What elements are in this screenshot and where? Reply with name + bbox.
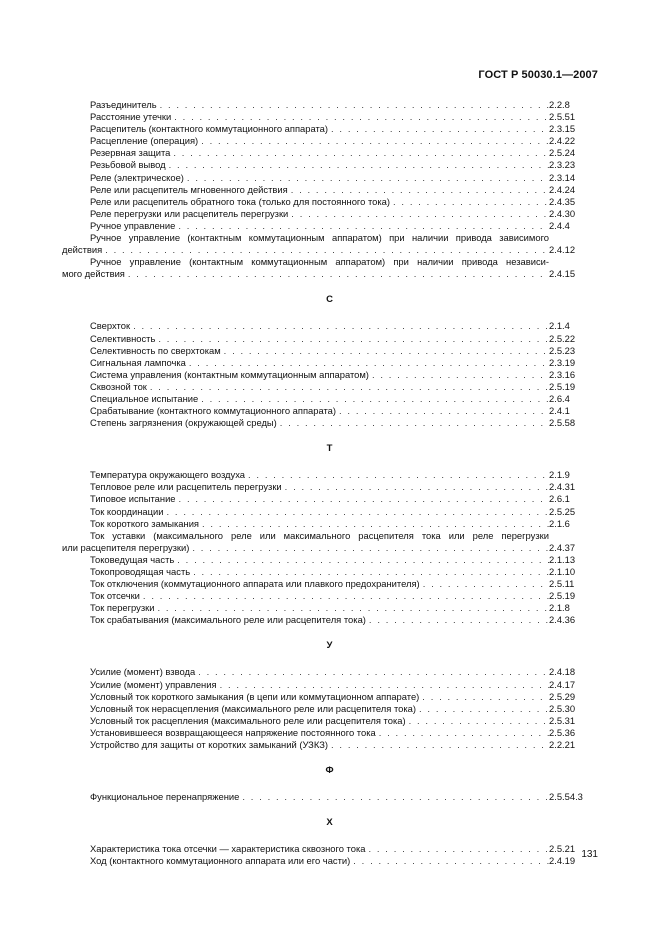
index-entry-line (62, 679, 597, 691)
index-entry (62, 220, 597, 232)
index-entry (62, 135, 597, 147)
index-entry (62, 530, 597, 554)
index-entry (62, 345, 597, 357)
index-term: Ток отключения (коммутационного аппарата или плавкого предохранителя) (90, 578, 420, 590)
clause-reference: 2.2.8 (549, 99, 570, 110)
index-entry (62, 566, 597, 578)
clause-reference: 2.4.12 (549, 244, 576, 256)
dot-leader (328, 123, 549, 135)
dot-leader (282, 481, 549, 493)
dot-leader (416, 703, 549, 715)
index-entry (62, 405, 597, 417)
index-term: Усилие (момент) взвода (90, 666, 196, 678)
index-entry (62, 602, 597, 614)
index-term: Расстояние утечки (90, 111, 172, 123)
section-letter: С (326, 294, 333, 306)
dot-leader (195, 666, 549, 678)
clause-reference: 2.5.36 (549, 726, 576, 738)
index-term-continuation (62, 542, 597, 554)
clause-reference: 2.4.37 (549, 541, 576, 553)
index-entry (62, 493, 597, 505)
index-entry-line (62, 602, 597, 614)
clause-reference: 2.4.30 (549, 207, 576, 219)
page-number: 131 (581, 849, 598, 860)
index-entry (62, 369, 597, 381)
dot-leader (164, 506, 550, 518)
index-entry-line (62, 578, 597, 590)
index-term-line: Ручное управление (контактным коммутационным аппаратом) при наличии привода зависимого (90, 232, 549, 244)
index-entry (62, 666, 597, 678)
index-entry (62, 614, 597, 626)
dot-leader (199, 518, 549, 530)
clause-reference: 2.5.24 (549, 147, 576, 159)
index-term: Резьбовой вывод (90, 159, 166, 171)
dot-leader (369, 369, 549, 381)
dot-leader (176, 493, 549, 505)
dot-leader (221, 345, 549, 357)
index-term: Срабатывание (контактного коммутационного аппарата) (90, 405, 337, 417)
index-entry-line (62, 843, 597, 855)
clause-reference: 2.5.30 (549, 702, 576, 714)
dot-leader (157, 99, 549, 111)
index-term: Сверхток (90, 320, 131, 332)
clause-reference: 2.4.31 (549, 481, 576, 493)
index-entry (62, 727, 597, 739)
clause-reference: 2.5.25 (549, 505, 576, 517)
index-entry-line (62, 791, 597, 803)
clause-reference: 2.1.8 (549, 602, 570, 614)
index-entry-line (62, 320, 597, 332)
index-section (62, 666, 597, 751)
index-term: Резервная защита (90, 147, 171, 159)
clause-reference: 2.3.23 (549, 159, 576, 171)
index-entry (62, 691, 597, 703)
index-entry-line (62, 554, 597, 566)
index-entry-line (62, 357, 597, 369)
index-entry-line (62, 666, 597, 678)
dot-leader (239, 791, 549, 803)
section-letter: Т (326, 443, 333, 455)
index-entry-line (62, 196, 597, 208)
index-entry (62, 679, 597, 691)
index-term: Ток перегрузки (90, 602, 155, 614)
index-term: Расцепление (операция) (90, 135, 199, 147)
clause-reference: 2.5.31 (549, 714, 576, 726)
clause-reference: 2.4.19 (549, 855, 576, 867)
index-entry-line (62, 703, 597, 715)
dot-leader (365, 843, 549, 855)
dot-leader (171, 111, 549, 123)
index-entry-line (62, 111, 597, 123)
index-entry (62, 578, 597, 590)
index-term: мого действия (62, 268, 125, 280)
index-entry-line (62, 590, 597, 602)
clause-reference: 2.5.19 (549, 590, 576, 602)
index-entry-line (62, 172, 597, 184)
clause-reference: 2.1.13 (549, 553, 576, 565)
index-entry-line (62, 220, 597, 232)
index-term: Специальное испытание (90, 392, 199, 404)
dot-leader (147, 381, 549, 393)
dot-leader (154, 602, 549, 614)
index-term: Характеристика тока отсечки — характеристика сквозного тока (90, 843, 366, 855)
index-term-line: Ток уставки (максимального реле или максимального расцепителя тока или реле перегрузки (90, 529, 549, 541)
index-entry-line (62, 345, 597, 357)
clause-reference: 2.3.15 (549, 123, 576, 135)
index-entry-line (62, 135, 597, 147)
index-term: Селективность по сверхтокам (90, 344, 221, 356)
index-entry (62, 417, 597, 429)
clause-reference: 2.1.6 (549, 517, 570, 529)
index-entry-line (62, 481, 597, 493)
index-entry-line (62, 184, 597, 196)
dot-leader (130, 320, 549, 332)
index-entry (62, 791, 597, 803)
index-entry (62, 196, 597, 208)
index-entry (62, 506, 597, 518)
index-entry (62, 703, 597, 715)
index-entry-line (62, 405, 597, 417)
index-term: Температура окружающего воздуха (90, 469, 246, 481)
clause-reference: 2.4.17 (549, 678, 576, 690)
dot-leader (336, 405, 549, 417)
index-term: Токопроводящая часть (90, 566, 191, 577)
index-term: Селективность (90, 332, 156, 344)
clause-reference: 2.4.4 (549, 219, 570, 231)
clause-reference: 2.5.21 (549, 843, 576, 855)
clause-reference: 2.3.16 (549, 368, 576, 380)
clause-reference: 2.3.14 (549, 171, 576, 183)
index-entry (62, 99, 597, 111)
index-entry-line (62, 393, 597, 405)
clause-reference: 2.5.58 (549, 417, 576, 429)
index-term: Сигнальная лампочка (90, 356, 186, 368)
index-term: Реле (электрическое) (90, 171, 184, 183)
index-term: Степень загрязнения (окружающей среды) (90, 417, 277, 429)
index-term: Реле перегрузки или расцепитель перегрузки (90, 207, 289, 219)
section-letter: Х (326, 817, 333, 829)
index-entry (62, 590, 597, 602)
index-entry (62, 357, 597, 369)
index-entry (62, 554, 597, 566)
index-entry-line (62, 333, 597, 345)
index-term: Установившееся возвращающееся напряжение постоянного тока (90, 726, 376, 738)
index-term: Усилие (момент) управления (90, 678, 217, 690)
dot-leader (288, 208, 549, 220)
index-term-continuation (62, 244, 597, 256)
index-term: Разъединитель (90, 99, 157, 110)
index-term: Ток короткого замыкания (90, 517, 200, 529)
index-entry-line (62, 381, 597, 393)
index-entry-line (62, 506, 597, 518)
clause-reference: 2.5.29 (549, 690, 576, 702)
index-term: Функциональное перенапряжение (90, 791, 240, 803)
index-section (62, 469, 597, 626)
dot-leader (288, 184, 549, 196)
clause-reference: 2.6.1 (549, 493, 570, 505)
index-entry-line (62, 855, 597, 867)
index-term: Тепловое реле или расцепитель перегрузки (90, 481, 282, 493)
clause-reference: 2.4.1 (549, 405, 570, 417)
index-entry-line (62, 99, 597, 111)
index-entry (62, 855, 597, 867)
index-term: Ток срабатывания (максимального реле или расцепителя тока) (90, 614, 366, 626)
index-term: Типовое испытание (90, 493, 176, 505)
index-entry (62, 333, 597, 345)
dot-leader (190, 566, 549, 578)
clause-reference: 2.5.51 (549, 111, 576, 123)
dot-leader (245, 469, 549, 481)
dot-leader (277, 417, 549, 429)
index-entry-line (62, 417, 597, 429)
dot-leader (366, 614, 549, 626)
index-term: Сквозной ток (90, 380, 147, 392)
index-term: Расцепитель (контактного коммутационного аппарата) (90, 123, 328, 135)
clause-reference: 2.4.18 (549, 666, 576, 678)
dot-leader (166, 159, 549, 171)
dot-leader (155, 333, 549, 345)
index-section (62, 320, 597, 429)
dot-leader (198, 135, 549, 147)
index-term: Реле или расцепитель обратного тока (только для постоянного тока) (90, 195, 391, 207)
clause-reference: 2.5.54.3 (549, 791, 583, 803)
dot-leader (140, 590, 549, 602)
clause-reference: 2.4.24 (549, 183, 576, 195)
clause-reference: 2.4.15 (549, 268, 576, 280)
clause-reference: 2.4.22 (549, 135, 576, 147)
index-entry (62, 256, 597, 280)
index-entry (62, 123, 597, 135)
index-entry-line (62, 208, 597, 220)
index-entry (62, 518, 597, 530)
index-term: Условный ток нерасцепления (максимального реле или расцепителя тока) (90, 702, 416, 714)
index-entry (62, 715, 597, 727)
clause-reference: 2.4.36 (549, 614, 576, 626)
index-entry (62, 184, 597, 196)
index-entry (62, 159, 597, 171)
clause-reference: 2.4.35 (549, 195, 576, 207)
index-term: Система управления (контактным коммутационным аппаратом) (90, 368, 369, 380)
index-entry-line (62, 147, 597, 159)
clause-reference: 2.1.10 (549, 566, 576, 577)
index-entry (62, 481, 597, 493)
dot-leader (186, 357, 549, 369)
dot-leader (102, 244, 549, 256)
index-term: Условный ток короткого замыкания (в цепи или коммутационном аппарате) (90, 690, 420, 702)
document-id-header: ГОСТ Р 50030.1—2007 (478, 69, 598, 81)
index-entry (62, 111, 597, 123)
index-term: Токоведущая часть (90, 553, 175, 565)
index-entry-line (62, 493, 597, 505)
index-term: Устройство для защиты от коротких замыканий (УЗКЗ) (90, 739, 328, 751)
clause-reference: 2.5.23 (549, 344, 576, 356)
index-section (62, 791, 597, 803)
index-entry (62, 232, 597, 256)
index-entry (62, 381, 597, 393)
index-entry (62, 147, 597, 159)
dot-leader (390, 196, 549, 208)
dot-leader (328, 739, 549, 751)
index-section (62, 843, 597, 867)
clause-reference: 2.5.11 (549, 578, 575, 590)
index-entry (62, 393, 597, 405)
index-entry-line (62, 518, 597, 530)
index-term: Ручное управление (90, 219, 176, 231)
dot-leader (217, 679, 549, 691)
index-entry-line (62, 159, 597, 171)
index-term: Реле или расцепитель мгновенного действия (90, 183, 288, 195)
index-term: Ход (контактного коммутационного аппарата или его части) (90, 855, 351, 867)
clause-reference: 2.1.9 (549, 469, 570, 481)
index-term: Ток координации (90, 505, 164, 517)
dot-leader (189, 542, 549, 554)
index-entry (62, 843, 597, 855)
index-entry-line (62, 566, 597, 578)
index-entry-line (62, 123, 597, 135)
dot-leader (420, 578, 549, 590)
dot-leader (198, 393, 549, 405)
index-entry (62, 469, 597, 481)
dot-leader (419, 691, 549, 703)
index-content (62, 99, 597, 867)
index-entry-line (62, 691, 597, 703)
index-entry-line (62, 715, 597, 727)
clause-reference: 2.5.22 (549, 332, 576, 344)
dot-leader (376, 727, 549, 739)
clause-reference: 2.6.4 (549, 392, 570, 404)
index-entry-line (62, 614, 597, 626)
index-entry (62, 208, 597, 220)
clause-reference: 2.1.4 (549, 320, 570, 332)
dot-leader (125, 268, 549, 280)
index-section (62, 99, 597, 280)
dot-leader (170, 147, 549, 159)
index-term-line: Ручное управление (контактным коммутационным аппаратом) при наличии привода независи- (90, 256, 549, 268)
index-term: Ток отсечки (90, 590, 140, 602)
index-entry-line (62, 469, 597, 481)
clause-reference: 2.3.19 (549, 356, 576, 368)
clause-reference: 2.2.21 (549, 739, 576, 751)
index-entry-line (62, 369, 597, 381)
index-term-continuation (62, 268, 597, 280)
index-term: действия (62, 244, 103, 256)
section-letter: Ф (325, 765, 334, 777)
index-term: или расцепителя перегрузки) (62, 541, 190, 553)
dot-leader (175, 220, 549, 232)
dot-leader (406, 715, 549, 727)
index-term: Условный ток расцепления (максимального реле или расцепителя тока) (90, 714, 406, 726)
index-entry (62, 320, 597, 332)
dot-leader (174, 554, 549, 566)
section-letter: У (326, 640, 333, 652)
index-entry (62, 172, 597, 184)
index-entry (62, 739, 597, 751)
dot-leader (350, 855, 549, 867)
clause-reference: 2.5.19 (549, 380, 576, 392)
index-entry-line (62, 727, 597, 739)
index-entry-line (62, 739, 597, 751)
dot-leader (184, 172, 549, 184)
